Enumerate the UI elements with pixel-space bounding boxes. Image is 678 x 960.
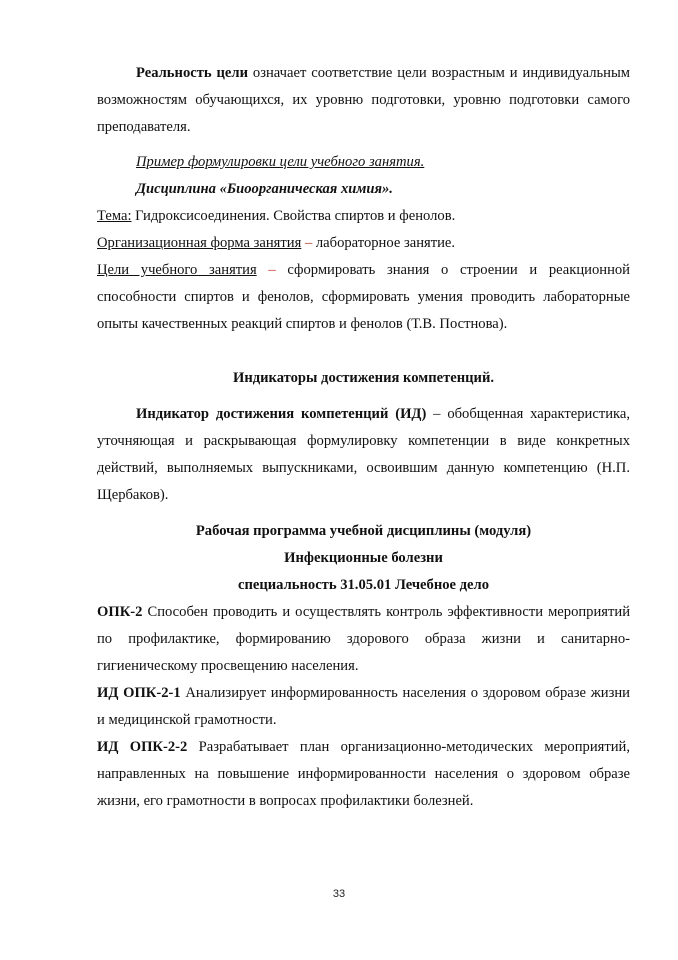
form-line — [97, 230, 630, 257]
indicators-text: – обобщенная характеристика, уточняющая и раскрывающая формулировку компетенции в виде конкретных действий, выполняемых выпускниками, освоившим данную компетенцию (Н.П. Щербаков). — [97, 406, 631, 503]
program-title-3: специальность 31.05.01 Лечебное дело — [237, 577, 490, 593]
reality-text: означает соответствие цели возрастным и индивидуальным возможностям обучающихся, их уровню подготовки, уровню подготовки самого преподавателя. — [97, 65, 630, 135]
goals-label: Цели учебного занятия — [97, 262, 257, 278]
indicator-code: ИД ОПК-2-1 — [97, 685, 181, 701]
indicator-code: ИД ОПК-2-2 — [97, 739, 188, 755]
page-number: 33 — [332, 888, 346, 900]
example-heading: Пример формулировки цели учебного занятия. — [136, 154, 425, 170]
example-heading-line — [97, 149, 630, 176]
program-title-2: Инфекционные болезни — [284, 550, 443, 566]
document-page — [97, 60, 630, 815]
indicator-item — [97, 680, 630, 734]
spacer — [97, 338, 630, 365]
indicator-text: Анализирует информированность населения о здоровом образе жизни и медицинской грамотности. — [97, 685, 630, 728]
goals-text: сформировать знания о строении и реакционной способности спиртов и фенолов, сформировать умения проводить лабораторные опыты качественных реакций спиртов и фенолов (Т.В. Постнова). — [97, 262, 630, 332]
reality-paragraph — [97, 60, 630, 141]
indicator-item — [97, 734, 630, 815]
competence-text: Способен проводить и осуществлять контроль эффективности мероприятий по профилактике, формированию здорового образа жизни и санитарно-гигиеническому просвещению населения. — [97, 604, 630, 674]
indicator-text: Разрабатывает план организационно-методических мероприятий, направленных на повышение информированности населения о здоровом образе жизни, его грамотности в вопросах профилактики болезней. — [97, 739, 631, 809]
indicators-paragraph — [97, 401, 630, 509]
form-dash: – — [301, 235, 316, 251]
form-text: лабораторное занятие. — [315, 235, 456, 251]
indicators-heading: Индикаторы достижения компетенций. — [232, 370, 495, 386]
spacer — [97, 141, 630, 149]
goals-dash: – — [256, 262, 288, 278]
example-discipline-line — [97, 176, 630, 203]
topic-line — [97, 203, 630, 230]
reality-term: Реальность цели — [136, 65, 248, 81]
example-discipline: Дисциплина «Биоорганическая химия». — [136, 181, 393, 197]
competence-code: ОПК-2 — [97, 604, 143, 620]
indicators-term: Индикатор достижения компетенций (ИД) — [136, 406, 427, 422]
topic-label: Тема: — [97, 208, 132, 224]
spacer — [97, 392, 630, 401]
competence-item — [97, 599, 630, 680]
spacer — [97, 509, 630, 518]
form-label: Организационная форма занятия — [97, 235, 302, 251]
program-title-1: Рабочая программа учебной дисциплины (модуля) — [195, 523, 532, 539]
topic-text: Гидроксисоединения. Свойства спиртов и фенолов. — [131, 208, 456, 224]
goals-paragraph — [97, 257, 630, 338]
